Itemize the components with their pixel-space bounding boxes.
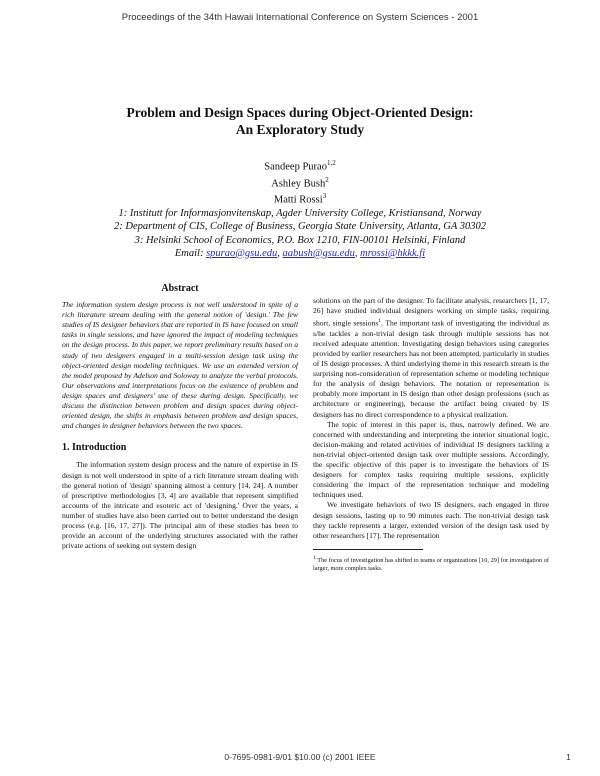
email-link-1[interactable]: spurao@gsu.edu (206, 247, 278, 259)
author-block (40, 157, 560, 260)
abstract-text: The information system design process is not well understood in spite of a rich literature stream dealing with the general notion of 'design.' The few studies of IS designer behaviors that are reported in IS have focused on small tasks in single sessions, and have ignored the impact of modeling techniques on the design process. In this paper, we report preliminary results based on a study of two designers engaged in a multi-session design task using the object-oriented design modeling techniques. We use an extended version of the model proposed by Adelson and Soloway to analyze the verbal protocols. Our observations and interpretations focus on the existence of problem and design spaces and designers' use of these during design. Specifically, we discuss the distinction between problem and design spaces during object-oriented design, the shifts in emphasis between problem and design spaces, and changes in designer behaviors between the two spaces. (62, 300, 298, 431)
email-separator: , (354, 247, 358, 259)
title-line-1: Problem and Design Spaces during Object-Oriented Design: (126, 105, 474, 120)
body-paragraph-1-start: solutions on the part of the designer. To facilitate analysis, researchers [1, 17, 26] have studied individual designers working on simple tasks, requiring short, single sessions (313, 296, 549, 328)
running-head: Proceedings of the 34th Hawaii International Conference on System Sciences - 2001 (121, 12, 479, 23)
copyright-code: 0-7695-0981-9/01 $10.00 (c) 2001 IEEE (224, 752, 376, 762)
email-link-2[interactable]: aabush@gsu.edu (282, 247, 355, 259)
body-paragraph-2: The topic of interest in this paper is, thus, narrowly defined. We are concerned with understanding and interpreting the interior situational logic, decision-making and related activities of individual IS designers tackling a non-trivial object-oriented design task over multiple sessions. Accordingly, the specific objective of this paper is to investigate the behaviors of IS designers for complex tasks requiring multiple sessions, explicitly considering the impact of the representation technique and modeling techniques used. (313, 419, 549, 500)
author-superscript: 1,2 (326, 159, 336, 167)
intro-paragraph-1: The information system design process and the nature of expertise in IS design is not well understood in spite of a rich literature stream dealing with the general notion of 'design' spanning almost a century [14, 24]. A number of prescriptive methodologies [3, 4] are available that represent simplified accounts of the intricate and esoteric act of 'designing.' Over the years, a number of studies have also been carried out to better understand the design process (e.g. [16, 17, 27]). The principal aim of these studies has been to provide an account of the underlying structures associated with the rather private actions of seeking out system design (62, 460, 298, 551)
affiliation-3: 3: Helsinki School of Economics, P.O. Box 1210, FIN-00101 Helsinki, Finland (134, 234, 466, 246)
author-1 (40, 157, 560, 174)
abstract-heading: Abstract (161, 283, 199, 294)
footnote-marker: 1 (378, 318, 382, 325)
author-name: Sandeep Purao (264, 161, 327, 173)
footnote (313, 554, 549, 574)
author-name: Matti Rossi (273, 194, 323, 206)
title-line-2: An Exploratory Study (235, 122, 365, 137)
page-number: 1 (566, 752, 571, 762)
body-paragraph-3: We investigate behaviors of two IS designers, each engaged in three design sessions, lasting up to 90 minutes each. The non-trivial design task they tackle represents a larger, extended version of the design task used by other researchers [17]. The representation (313, 500, 549, 540)
affiliation-1: 1: Institutt for Informasjonvitenskap, Agder University College, Kristiansand, Norway (118, 208, 482, 220)
author-superscript: 2 (325, 175, 329, 184)
body-paragraph-1 (313, 296, 549, 420)
left-column (62, 284, 298, 551)
paper-title (60, 104, 540, 138)
affiliation-2: 2: Department of CIS, College of Business, Georgia State University, Atlanta, GA 30302 (114, 221, 486, 233)
author-name: Ashley Bush (271, 178, 326, 190)
email-line (40, 247, 560, 260)
footnote-number: 1 (313, 554, 316, 561)
right-column (313, 296, 549, 573)
author-2 (40, 174, 560, 191)
author-superscript: 3 (322, 192, 327, 201)
email-label: Email: (174, 247, 204, 259)
email-separator: , (277, 247, 280, 259)
footnote-divider (313, 549, 423, 550)
email-link-3[interactable]: mrossi@hkkk.fi (360, 247, 426, 259)
body-paragraph-1-rest: . The important task of investigating the individual as s/he tackles a non-trivial design task through multiple sessions has not received adequate attention. Investigating design behaviors using categories provided by earlier researchers has not been attempted, particularly in studies of IS design processes. A third underlying theme in this research stream is the surprising non-consideration of representation scheme or modeling technique for the analysis of design behaviors. The notation or representation is probably more important in IS design than other design professions (such as architecture or engineering), because the artifact being created by IS designers has no direct correspondence to a physical realization. (313, 318, 549, 419)
introduction-heading: 1. Introduction (62, 442, 127, 454)
author-3 (40, 190, 560, 207)
footnote-text: The focus of investigation has shifted to teams or organizations [10, 29] for investigation of larger, more complex tasks. (313, 556, 549, 573)
